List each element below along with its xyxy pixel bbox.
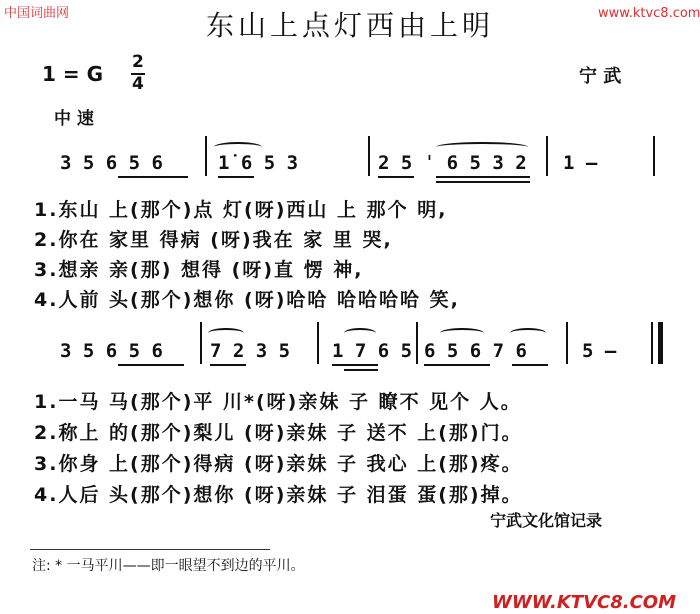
source-credit: 宁武文化馆记录: [490, 511, 603, 530]
beam-underline: [436, 176, 530, 178]
measure-5-notes: 5 —: [582, 340, 617, 362]
slur: [440, 328, 484, 338]
barline: [317, 322, 319, 364]
footnote-separator: [30, 549, 270, 550]
measure-3-notes: 2 5 ˈ 6 5 3 2: [378, 152, 527, 174]
barline: [200, 322, 202, 364]
beam-underline: [218, 176, 254, 178]
measure-1-notes: 3 5 6 5 6: [60, 152, 163, 174]
watermark-top-right: www.ktvc8.com: [598, 6, 700, 21]
barline: [653, 136, 655, 176]
lyric-verse-2: 2.你在 家里 得病 (呀)我在 家 里 哭,: [34, 229, 393, 251]
beam-underline: [210, 364, 246, 366]
barline: [546, 136, 548, 176]
slur: [208, 328, 244, 338]
beam-underline: [332, 364, 378, 366]
lyric-verse-1: 1.一马 马(那个)平 川*(呀)亲妹 子 瞭不 见个 人。: [34, 391, 522, 413]
key-signature: 1 = G: [42, 62, 104, 86]
barline: [205, 136, 207, 176]
slur: [436, 142, 528, 152]
lyric-verse-1: 1.东山 上(那个)点 灯(呀)西山 上 那个 明,: [34, 199, 448, 221]
beam-underline: [344, 369, 378, 371]
beam-underline: [512, 364, 548, 366]
lyric-verse-4: 4.人前 头(那个)想你 (呀)哈哈 哈哈哈哈 笑,: [34, 289, 460, 311]
watermark-bottom-right: WWW.KTVC8.COM: [492, 592, 676, 613]
beam-underline: [378, 176, 414, 178]
lyric-verse-3: 3.你身 上(那个)得病 (呀)亲妹 子 我心 上(那)疼。: [34, 453, 523, 475]
author: 宁 武: [579, 66, 622, 87]
lyric-verse-3: 3.想亲 亲(那) 想得 (呀)直 愣 神,: [34, 259, 364, 281]
beam-underline: [118, 176, 188, 178]
measure-1-notes: 3 5 6 5 6: [60, 340, 163, 362]
barline: [368, 136, 370, 176]
barline: [651, 322, 653, 364]
barline: [416, 322, 418, 364]
measure-2-notes: 1̇ 6 5 3: [218, 152, 299, 174]
watermark-top-left: 中国词曲网: [4, 6, 70, 21]
measure-3-notes: 1 7 6 5: [332, 340, 413, 362]
lyric-verse-2: 2.称上 的(那个)梨儿 (呀)亲妹 子 送不 上(那)门。: [34, 422, 523, 444]
beam-underline: [118, 364, 184, 366]
beam-underline: [436, 181, 530, 183]
lyric-verse-4: 4.人后 头(那个)想你 (呀)亲妹 子 泪蛋 蛋(那)掉。: [34, 484, 523, 506]
measure-2-notes: 7 2 3 5: [210, 340, 291, 362]
slur: [344, 328, 376, 338]
final-barline: [658, 322, 663, 364]
barline: [566, 322, 568, 364]
slur: [214, 142, 262, 152]
beam-underline: [424, 364, 490, 366]
measure-4-notes: 1 —: [563, 152, 598, 174]
measure-4-notes: 6 5 6 7 6: [424, 340, 527, 362]
meter-bottom: 4: [132, 74, 144, 94]
footnote: 注: * 一马平川——即一眼望不到边的平川。: [32, 558, 305, 574]
tempo-marking: 中 速: [54, 109, 94, 129]
song-title: 东山上点灯西由上明: [205, 9, 494, 42]
meter-top: 2: [132, 52, 144, 72]
slur: [510, 328, 546, 338]
